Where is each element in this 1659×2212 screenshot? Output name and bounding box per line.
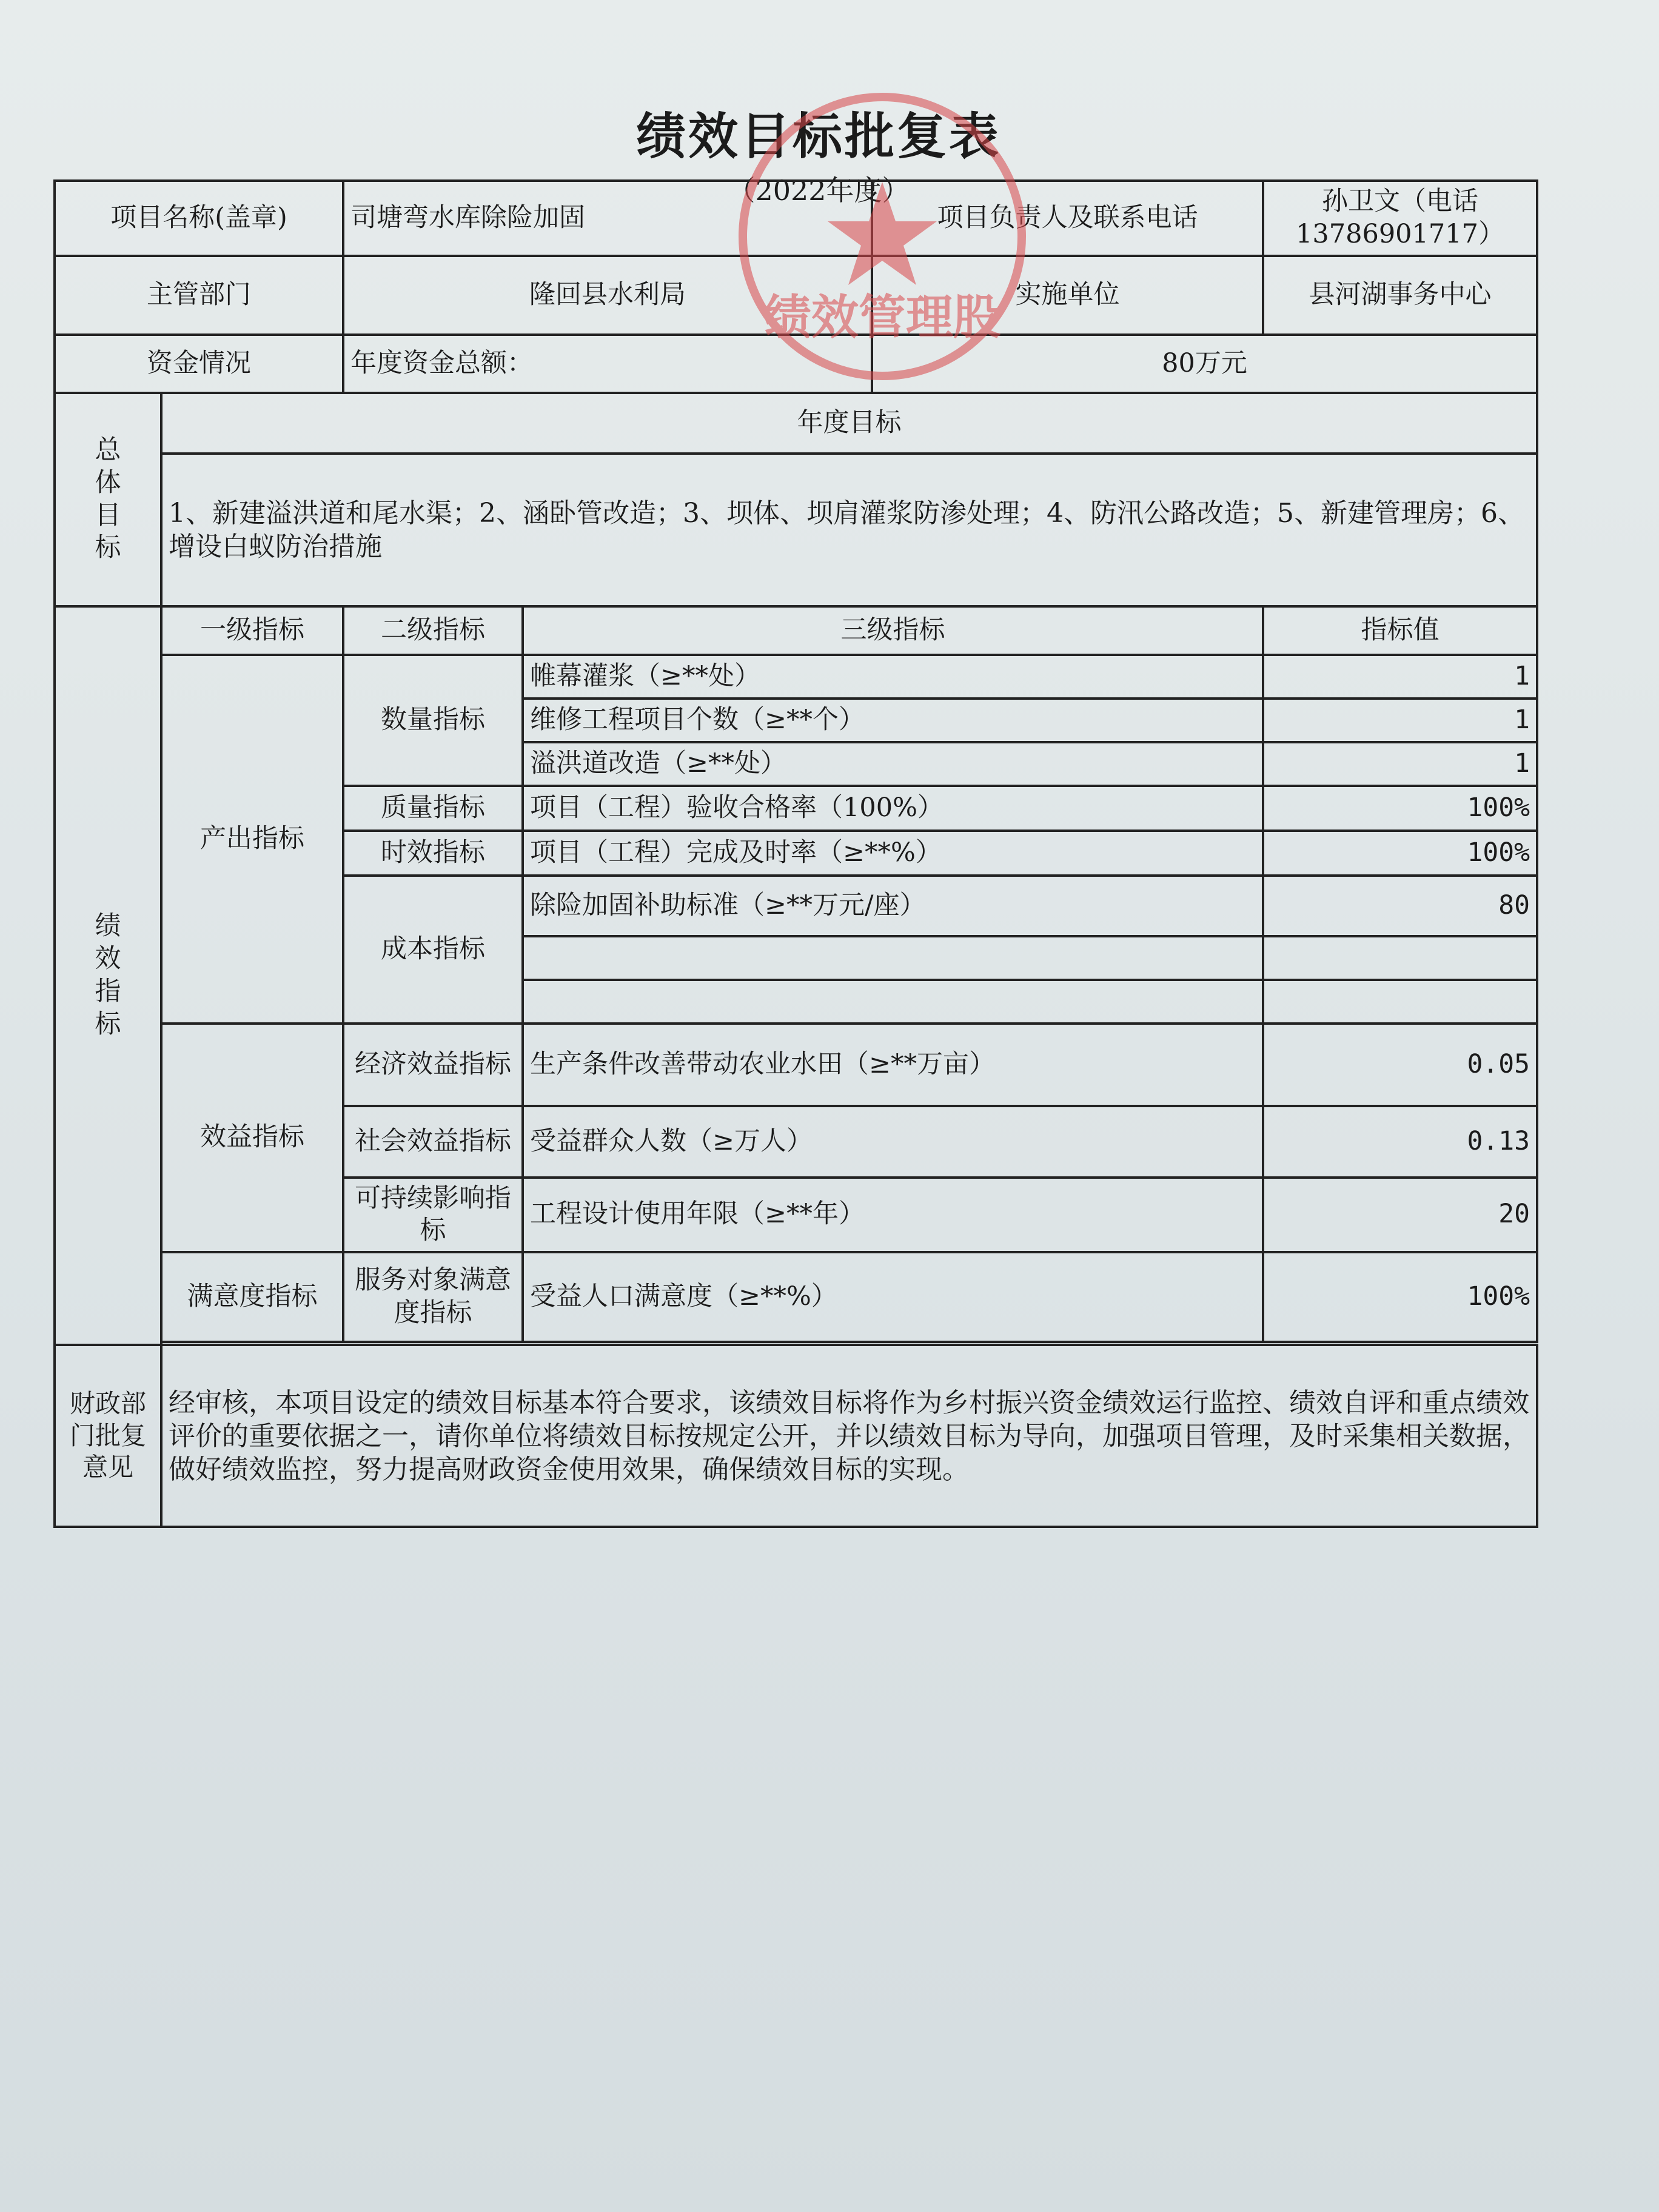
- overall-goal-label-text: 总体目标: [95, 435, 121, 563]
- empty-cell: [523, 936, 1263, 980]
- indicators-label: [55, 606, 161, 1346]
- col-level3: 三级指标: [523, 606, 1263, 655]
- indicator-sustain-name: 工程设计使用年限（≥**年）: [523, 1178, 1263, 1253]
- row-indicator-header: [55, 606, 1537, 655]
- empty-cell: [1263, 980, 1537, 1024]
- annual-goal-label: 年度目标: [161, 393, 1537, 454]
- seal-text: 绩效管理股: [763, 290, 1001, 345]
- indicator-q3-value: 1: [1263, 742, 1537, 786]
- output-indicator-label: 产出指标: [161, 655, 343, 1024]
- project-name-value: 司塘弯水库除险加固: [343, 181, 872, 256]
- indicator-cost-name: 除险加固补助标准（≥**万元/座）: [523, 876, 1263, 936]
- satisfaction-indicator-label: 满意度指标: [161, 1252, 343, 1342]
- funds-total-value: 80万元: [872, 335, 1537, 393]
- dept-label: 主管部门: [55, 256, 343, 335]
- table-row: [55, 655, 1537, 699]
- impl-value: 县河湖事务中心: [1263, 256, 1537, 335]
- funds-total-label: 年度资金总额：: [343, 335, 872, 393]
- indicator-q2-value: 1: [1263, 699, 1537, 742]
- impl-label: 实施单位: [872, 256, 1263, 335]
- overall-goal-label: [55, 393, 161, 606]
- quantity-indicator-label: 数量指标: [343, 655, 523, 786]
- indicator-economic-name: 生产条件改善带动农业水田（≥**万亩）: [523, 1024, 1263, 1106]
- row-annual-goal-header: [55, 393, 1537, 454]
- seal-star: [828, 182, 937, 285]
- dept-value: 隆回县水利局: [343, 256, 872, 335]
- indicator-cost-value: 80: [1263, 876, 1537, 936]
- official-seal: [725, 79, 1040, 394]
- indicator-social-value: 0.13: [1263, 1106, 1537, 1178]
- opinion-label: 财政部门批复意见: [55, 1345, 161, 1527]
- project-name-label: 项目名称(盖章): [55, 181, 343, 256]
- document-title: 绩效目标批复表: [635, 108, 1001, 166]
- indicator-social-name: 受益群众人数（≥万人）: [523, 1106, 1263, 1178]
- contact-label: 项目负责人及联系电话: [872, 181, 1263, 256]
- col-level2: 二级指标: [343, 606, 523, 655]
- indicator-q3-name: 溢洪道改造（≥**处）: [523, 742, 1263, 786]
- indicator-q2-name: 维修工程项目个数（≥**个）: [523, 699, 1263, 742]
- indicator-quality-value: 100%: [1263, 786, 1537, 831]
- indicator-sustain-value: 20: [1263, 1178, 1537, 1253]
- benefit-indicator-label: 效益指标: [161, 1024, 343, 1253]
- funds-label: 资金情况: [55, 335, 343, 393]
- quality-indicator-label: 质量指标: [343, 786, 523, 831]
- indicators-label-text: 绩效指标: [95, 911, 121, 1039]
- sustain-indicator-label: 可持续影响指标: [343, 1178, 523, 1253]
- empty-cell: [523, 980, 1263, 1024]
- indicator-q1-value: 1: [1263, 655, 1537, 699]
- col-level1: 一级指标: [161, 606, 343, 655]
- col-value: 指标值: [1263, 606, 1537, 655]
- table-row: [55, 1252, 1537, 1342]
- indicator-quality-name: 项目（工程）验收合格率（100%）: [523, 786, 1263, 831]
- opinion-text: 经审核，本项目设定的绩效目标基本符合要求，该绩效目标将作为乡村振兴资金绩效运行监控、绩效自评和重点绩效评价的重要依据之一，请你单位将绩效目标按规定公开，并以绩效目标为导向，加强项目管理，及时采集相关数据，做好绩效监控，努力提高财政资金使用效果，确保绩效目标的实现。: [161, 1345, 1537, 1527]
- row-opinion: [55, 1345, 1537, 1527]
- document-year: （2022年度）: [727, 174, 910, 207]
- indicator-timeliness-value: 100%: [1263, 831, 1537, 876]
- table-row: [55, 1024, 1537, 1106]
- indicator-economic-value: 0.05: [1263, 1024, 1537, 1106]
- indicator-timeliness-name: 项目（工程）完成及时率（≥**%）: [523, 831, 1263, 876]
- annual-goal-text: 1、新建溢洪道和尾水渠；2、涵卧管改造；3、坝体、坝肩灌浆防渗处理；4、防汛公路改造；5、新建管理房；6、增设白蚁防治措施: [161, 454, 1537, 606]
- service-indicator-label: 服务对象满意度指标: [343, 1252, 523, 1342]
- indicator-service-value: 100%: [1263, 1252, 1537, 1342]
- social-indicator-label: 社会效益指标: [343, 1106, 523, 1178]
- economic-indicator-label: 经济效益指标: [343, 1024, 523, 1106]
- row-annual-goal-text: [55, 454, 1537, 606]
- cost-indicator-label: 成本指标: [343, 876, 523, 1024]
- indicator-q1-name: 帷幕灌浆（≥**处）: [523, 655, 1263, 699]
- empty-cell: [1263, 936, 1537, 980]
- timeliness-indicator-label: 时效指标: [343, 831, 523, 876]
- indicator-service-name: 受益人口满意度（≥**%）: [523, 1252, 1263, 1342]
- contact-value: 孙卫文（电话 13786901717）: [1263, 181, 1537, 256]
